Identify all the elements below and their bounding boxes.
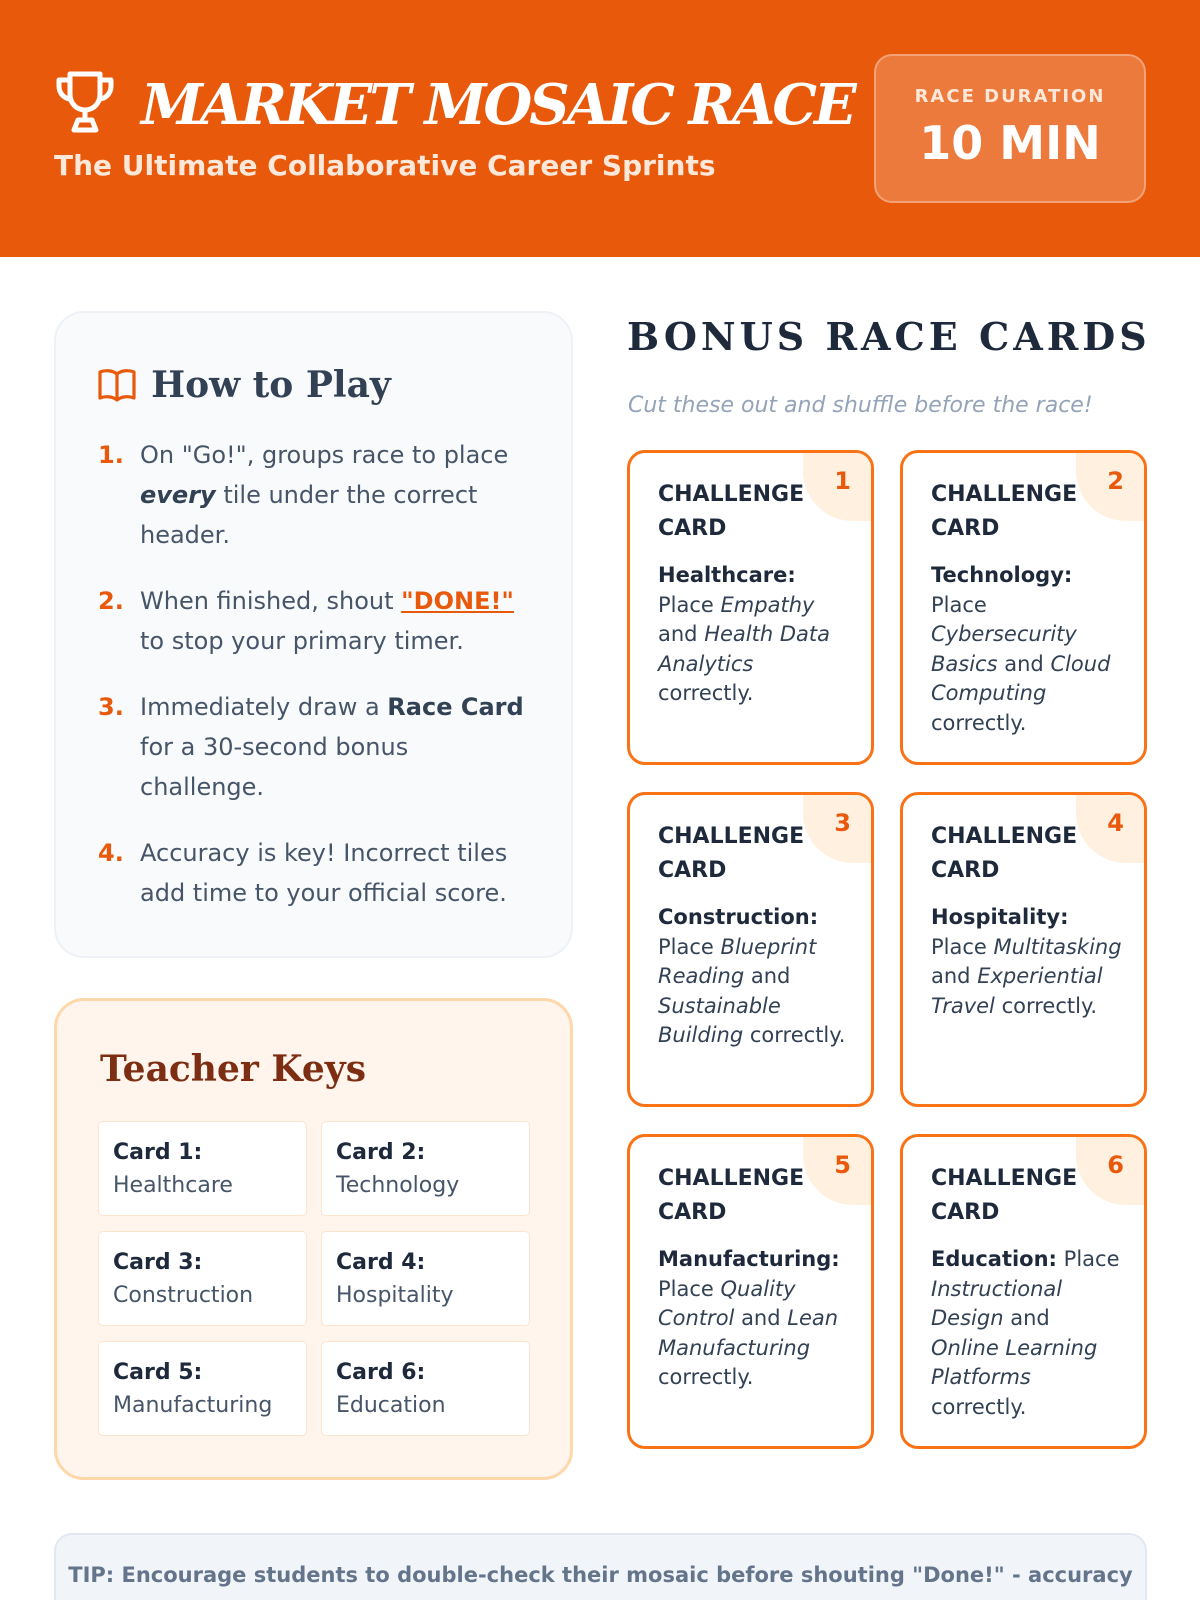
card-sector: Technology:	[931, 563, 1073, 587]
key-item	[321, 1121, 530, 1216]
race-duration-value: 10 MIN	[919, 116, 1101, 170]
card-number-badge	[803, 793, 873, 863]
step-number: 2.	[98, 587, 124, 615]
card-skill: Cybersecurity Basics	[931, 622, 1077, 676]
page-title: MARKET MOSAIC RACE	[141, 72, 854, 138]
card-heading: CHALLENGE CARD	[658, 482, 805, 541]
card-skill: Instructional Design	[931, 1276, 1063, 1330]
tip-box	[54, 1533, 1147, 1600]
card-skill: Quality Control	[658, 1276, 796, 1330]
step-number: 4.	[98, 839, 124, 867]
teacher-keys-panel	[54, 998, 573, 1480]
key-value: Hospitality	[336, 1283, 454, 1308]
challenge-card	[627, 792, 874, 1107]
step-text: Immediately draw a	[140, 693, 388, 721]
card-body: Manufacturing: Place Quality Control and Lean Manufacturing correctly.	[658, 1247, 840, 1389]
card-skill: Health Data Analytics	[658, 622, 830, 676]
card-number-badge	[1076, 793, 1146, 863]
card-heading: CHALLENGE CARD	[658, 824, 805, 883]
card-skill: Online Learning Platforms	[931, 1335, 1098, 1389]
key-value: Healthcare	[113, 1173, 233, 1198]
key-label: Card 4:	[336, 1250, 426, 1275]
tip-text: TIP: Encourage students to double-check their mosaic before shouting "Done!" - accuracy	[68, 1563, 1133, 1587]
key-label: Card 5:	[113, 1360, 203, 1385]
step-item	[98, 581, 538, 661]
card-body: Hospitality: Place Multitasking and Experiential Travel correctly.	[931, 905, 1122, 1018]
card-heading: CHALLENGE CARD	[931, 1166, 1078, 1225]
card-skill: Sustainable Building	[658, 993, 781, 1047]
key-value: Construction	[113, 1283, 254, 1308]
card-skill: Blueprint Reading	[658, 934, 817, 988]
step-emphasis: Race Card	[387, 693, 524, 721]
card-sector: Education:	[931, 1247, 1057, 1271]
card-skill: Experiential Travel	[931, 964, 1103, 1018]
card-skill: Cloud Computing	[931, 651, 1111, 705]
card-sector: Construction:	[658, 905, 819, 929]
challenge-card	[627, 1134, 874, 1449]
key-item	[98, 1121, 307, 1216]
card-number: 4	[1107, 809, 1124, 837]
key-label: Card 3:	[113, 1250, 203, 1275]
step-emphasis: "DONE!"	[401, 587, 514, 615]
card-heading: CHALLENGE CARD	[931, 482, 1078, 541]
step-emphasis: every	[140, 481, 216, 509]
key-value: Technology	[336, 1173, 460, 1198]
key-label: Card 2:	[336, 1140, 426, 1165]
card-number-badge	[803, 1135, 873, 1205]
card-body: Construction: Place Blueprint Reading and Sustainable Building correctly.	[658, 905, 846, 1047]
step-item	[98, 687, 538, 807]
card-sector: Hospitality:	[931, 905, 1069, 929]
key-item	[98, 1231, 307, 1326]
card-skill: Multitasking	[993, 934, 1122, 959]
challenge-card	[900, 450, 1147, 765]
card-body: Healthcare: Place Empathy and Health Data Analytics correctly.	[658, 563, 830, 705]
bonus-race-cards-subtitle: Cut these out and shuffle before the race!	[628, 393, 1093, 418]
trophy-icon	[54, 70, 116, 134]
step-item	[98, 833, 538, 913]
card-number-badge	[1076, 451, 1146, 521]
race-duration-label: RACE DURATION	[914, 86, 1106, 107]
card-body: Technology: Place Cybersecurity Basics and Cloud Computing correctly.	[931, 563, 1111, 735]
key-label: Card 6:	[336, 1360, 426, 1385]
card-number-badge	[803, 451, 873, 521]
key-value: Manufacturing	[113, 1393, 273, 1418]
card-skill: Lean Manufacturing	[658, 1306, 839, 1360]
key-label: Card 1:	[113, 1140, 203, 1165]
step-text: On "Go!", groups race to place	[140, 441, 509, 469]
card-number: 3	[834, 809, 851, 837]
key-item	[321, 1341, 530, 1436]
book-icon	[98, 368, 136, 402]
card-number: 2	[1107, 467, 1124, 495]
card-heading: CHALLENGE CARD	[658, 1166, 805, 1225]
step-number: 3.	[98, 693, 124, 721]
card-number: 5	[834, 1151, 851, 1179]
key-item	[321, 1231, 530, 1326]
challenge-card	[900, 1134, 1147, 1449]
teacher-keys-title: Teacher Keys	[100, 1048, 366, 1090]
challenge-card	[900, 792, 1147, 1107]
key-value: Education	[336, 1393, 446, 1418]
step-text: Accuracy is key! Incorrect tiles add time to your official score.	[140, 839, 508, 907]
card-number: 1	[834, 467, 851, 495]
steps-list	[98, 435, 538, 939]
bonus-race-cards-title: BONUS RACE CARDS	[627, 314, 1151, 359]
card-body: Education: Place Instructional Design and Online Learning Platforms correctly.	[931, 1247, 1120, 1419]
step-text: tile under the correct header.	[140, 481, 478, 549]
key-item	[98, 1341, 307, 1436]
step-item	[98, 435, 538, 555]
card-skill: Empathy	[720, 592, 815, 617]
step-text: When finished, shout	[140, 587, 402, 615]
card-number: 6	[1107, 1151, 1124, 1179]
step-text: for a 30-second bonus challenge.	[140, 733, 409, 801]
how-to-play-panel	[54, 311, 573, 958]
header-banner	[0, 0, 1200, 257]
card-sector: Healthcare:	[658, 563, 796, 587]
step-text: to stop your primary timer.	[140, 627, 464, 655]
how-to-play-title: How to Play	[151, 364, 391, 406]
page-subtitle: The Ultimate Collaborative Career Sprints	[54, 149, 716, 182]
card-heading: CHALLENGE CARD	[931, 824, 1078, 883]
step-number: 1.	[98, 441, 124, 469]
card-number-badge	[1076, 1135, 1146, 1205]
how-to-play-heading	[98, 363, 391, 407]
card-sector: Manufacturing:	[658, 1247, 840, 1271]
race-duration-box	[874, 54, 1146, 203]
challenge-card	[627, 450, 874, 765]
